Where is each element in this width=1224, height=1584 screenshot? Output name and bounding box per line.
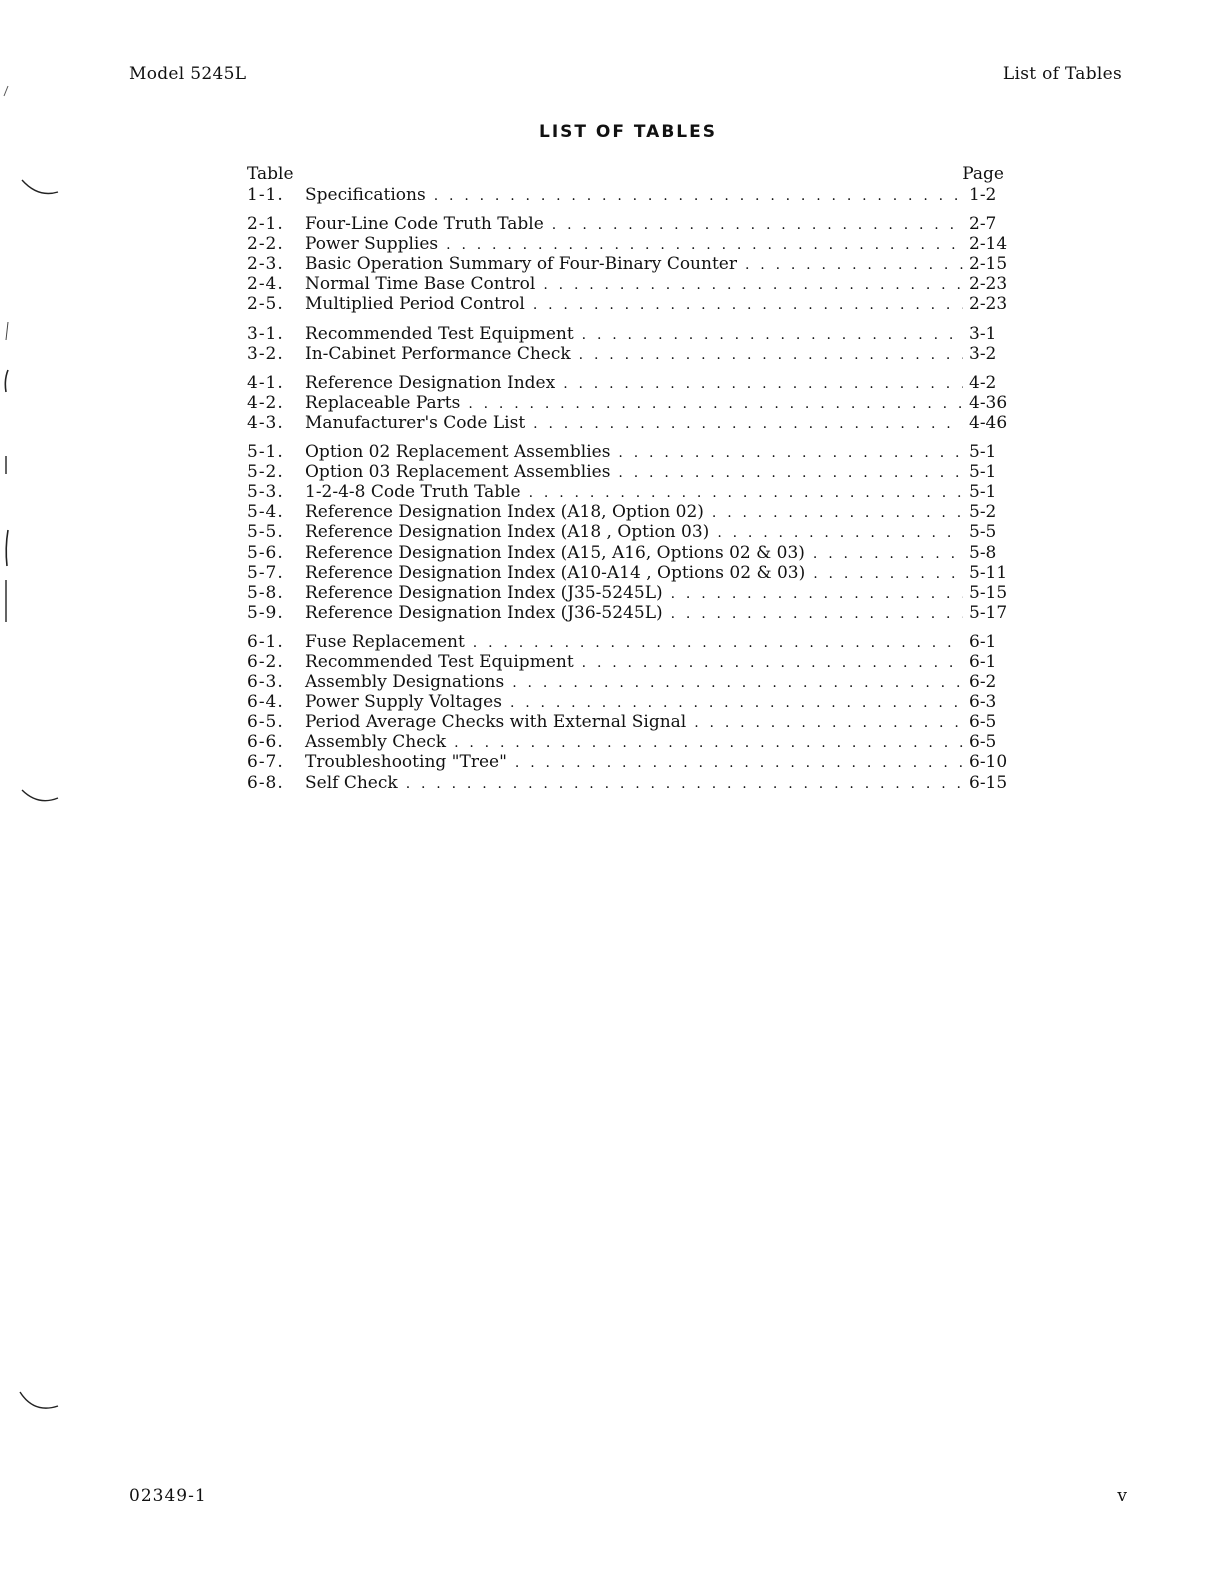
toc-entry: [247, 294, 1015, 314]
toc-entry: [247, 632, 1015, 652]
table-number: 3-2.: [247, 343, 284, 364]
toc-group: [247, 324, 1015, 364]
table-title: Power Supply Voltages: [305, 692, 502, 713]
toc-entry: [247, 185, 1015, 205]
binder-mark: [22, 790, 58, 801]
table-title: Reference Designation Index (A10-A14 , Options 02 & 03): [305, 562, 806, 583]
toc-entry: [247, 373, 1015, 393]
page-number: 2-14: [969, 234, 1008, 255]
toc-entry: [247, 672, 1015, 692]
table-number: 4-2.: [247, 392, 284, 413]
dot-leader: [712, 503, 963, 523]
dot-leader: [529, 483, 963, 503]
toc-entry: [247, 344, 1015, 364]
toc-entry: [247, 692, 1015, 712]
dot-leader: [533, 414, 963, 434]
table-number: 6-4.: [247, 692, 284, 713]
page-column-heading: Page: [962, 164, 1004, 184]
dot-leader: [473, 633, 963, 653]
table-title: Assembly Designations: [305, 672, 505, 693]
dot-leader: [582, 325, 963, 345]
table-title: Recommended Test Equipment: [305, 651, 574, 672]
toc-group: [247, 373, 1015, 433]
dot-leader: [582, 653, 963, 673]
dot-leader: [406, 774, 963, 794]
binder-mark: [22, 180, 58, 194]
table-title: Reference Designation Index (J36-5245L): [305, 602, 663, 623]
table-number: 2-2.: [247, 234, 284, 255]
table-column-heading: Table: [247, 164, 294, 184]
dot-leader: [671, 604, 963, 624]
toc-entry: [247, 274, 1015, 294]
table-number: 6-3.: [247, 672, 284, 693]
table-title: Four-Line Code Truth Table: [305, 214, 544, 235]
page-number: 6-5: [969, 712, 997, 733]
page-number: 5-15: [969, 582, 1008, 603]
table-number: 2-4.: [247, 274, 284, 295]
toc-entry: [247, 442, 1015, 462]
binder-hole-marks: [0, 0, 80, 1584]
page-number: 3-2: [969, 343, 997, 364]
toc-entry: [247, 482, 1015, 502]
table-number: 5-1.: [247, 442, 284, 463]
toc-entry: [247, 712, 1015, 732]
page-number: 5-2: [969, 502, 997, 523]
dot-leader: [618, 443, 963, 463]
table-number: 4-3.: [247, 412, 284, 433]
column-headings: [247, 164, 1015, 185]
table-number: 6-5.: [247, 712, 284, 733]
dot-leader: [510, 693, 963, 713]
list-of-tables: [247, 164, 1015, 793]
page-number: 6-5: [969, 732, 997, 753]
footer-document-number: 02349-1: [129, 1486, 207, 1506]
dot-leader: [552, 215, 963, 235]
dot-leader: [579, 345, 963, 365]
dot-leader: [813, 564, 963, 584]
table-title: Power Supplies: [305, 234, 439, 255]
table-title: In-Cabinet Performance Check: [305, 343, 571, 364]
page-header-left: Model 5245L: [129, 64, 247, 84]
page-number: 6-10: [969, 752, 1008, 773]
table-title: Fuse Replacement: [305, 631, 465, 652]
dot-leader: [618, 463, 963, 483]
toc-entry: [247, 752, 1015, 772]
dot-leader: [745, 255, 963, 275]
toc-group: [247, 214, 1015, 314]
binder-mark: [20, 1392, 58, 1408]
page-number: 5-11: [969, 562, 1008, 583]
table-number: 5-9.: [247, 602, 284, 623]
table-title: Normal Time Base Control: [305, 274, 536, 295]
table-title: Recommended Test Equipment: [305, 323, 574, 344]
table-number: 2-3.: [247, 254, 284, 275]
toc-entry: [247, 543, 1015, 563]
page-number: 5-1: [969, 482, 997, 503]
toc-entry: [247, 234, 1015, 254]
page-number: 4-2: [969, 372, 997, 393]
toc-entry: [247, 502, 1015, 522]
table-title: Manufacturer's Code List: [305, 412, 526, 433]
table-title: Reference Designation Index: [305, 372, 556, 393]
toc-entry: [247, 324, 1015, 344]
page-number: 5-8: [969, 542, 997, 563]
toc-entry: [247, 652, 1015, 672]
page-number: 5-1: [969, 442, 997, 463]
dot-leader: [434, 186, 963, 206]
table-number: 2-5.: [247, 294, 284, 315]
dot-leader: [694, 713, 963, 733]
page-number: 5-1: [969, 462, 997, 483]
table-number: 6-8.: [247, 772, 284, 793]
table-title: 1-2-4-8 Code Truth Table: [305, 482, 521, 503]
dot-leader: [813, 544, 963, 564]
table-number: 5-4.: [247, 502, 284, 523]
dot-leader: [468, 394, 963, 414]
toc-entry: [247, 773, 1015, 793]
dot-leader: [512, 673, 963, 693]
table-number: 6-2.: [247, 651, 284, 672]
footer-page-number: v: [1117, 1486, 1127, 1506]
page-number: 5-17: [969, 602, 1008, 623]
table-title: Period Average Checks with External Signal: [305, 712, 687, 733]
table-number: 5-2.: [247, 462, 284, 483]
table-number: 6-6.: [247, 732, 284, 753]
page-number: 6-2: [969, 672, 997, 693]
toc-entry: [247, 413, 1015, 433]
binder-mark: [5, 370, 8, 392]
page-number: 6-1: [969, 631, 997, 652]
table-number: 5-6.: [247, 542, 284, 563]
table-title: Multiplied Period Control: [305, 294, 525, 315]
toc-entry: [247, 583, 1015, 603]
table-number: 1-1.: [247, 185, 284, 205]
toc-entry: [247, 462, 1015, 482]
table-number: 6-7.: [247, 752, 284, 773]
page-number: 3-1: [969, 323, 997, 344]
binder-mark: [6, 322, 8, 340]
table-number: 5-3.: [247, 482, 284, 503]
table-number: 5-7.: [247, 562, 284, 583]
table-title: Troubleshooting "Tree": [305, 752, 507, 773]
table-number: 5-5.: [247, 522, 284, 543]
page-number: 4-36: [969, 392, 1008, 413]
page-number: 2-15: [969, 254, 1008, 275]
toc-group: [247, 185, 1015, 205]
binder-mark: [6, 530, 8, 566]
table-title: Option 03 Replacement Assemblies: [305, 462, 611, 483]
dot-leader: [454, 733, 963, 753]
table-title: Option 02 Replacement Assemblies: [305, 442, 611, 463]
table-title: Assembly Check: [305, 732, 447, 753]
toc-group: [247, 442, 1015, 623]
binder-mark: [4, 86, 8, 96]
toc-entry: [247, 393, 1015, 413]
page-number: 2-23: [969, 294, 1008, 315]
table-title: Reference Designation Index (J35-5245L): [305, 582, 663, 603]
page-number: 6-3: [969, 692, 997, 713]
page-number: 2-23: [969, 274, 1008, 295]
toc-entry: [247, 603, 1015, 623]
table-number: 6-1.: [247, 631, 284, 652]
page-header-right: List of Tables: [1002, 64, 1122, 84]
dot-leader: [533, 295, 963, 315]
table-number: 2-1.: [247, 214, 284, 235]
table-number: 3-1.: [247, 323, 284, 344]
dot-leader: [671, 584, 963, 604]
dot-leader: [563, 374, 963, 394]
page-number: 1-2: [969, 185, 997, 205]
toc-groups: [247, 185, 1015, 793]
table-number: 4-1.: [247, 372, 284, 393]
toc-entry: [247, 563, 1015, 583]
page-number: 6-15: [969, 772, 1008, 793]
page-number: 2-7: [969, 214, 997, 235]
toc-entry: [247, 214, 1015, 234]
page-title: LIST OF TABLES: [539, 122, 717, 142]
page-number: 6-1: [969, 651, 997, 672]
page-number: 5-5: [969, 522, 997, 543]
toc-entry: [247, 732, 1015, 752]
dot-leader: [515, 753, 963, 773]
table-title: Self Check: [305, 772, 398, 793]
dot-leader: [717, 523, 963, 543]
dot-leader: [446, 235, 963, 255]
toc-entry: [247, 254, 1015, 274]
page-number: 4-46: [969, 412, 1008, 433]
toc-entry: [247, 522, 1015, 542]
table-title: Replaceable Parts: [305, 392, 461, 413]
table-title: Reference Designation Index (A18 , Option 03): [305, 522, 710, 543]
toc-group: [247, 632, 1015, 793]
table-number: 5-8.: [247, 582, 284, 603]
table-title: Reference Designation Index (A18, Option 02): [305, 502, 704, 523]
table-title: Specifications: [305, 185, 426, 205]
dot-leader: [543, 275, 963, 295]
table-title: Basic Operation Summary of Four-Binary Counter: [305, 254, 737, 275]
table-title: Reference Designation Index (A15, A16, Options 02 & 03): [305, 542, 805, 563]
